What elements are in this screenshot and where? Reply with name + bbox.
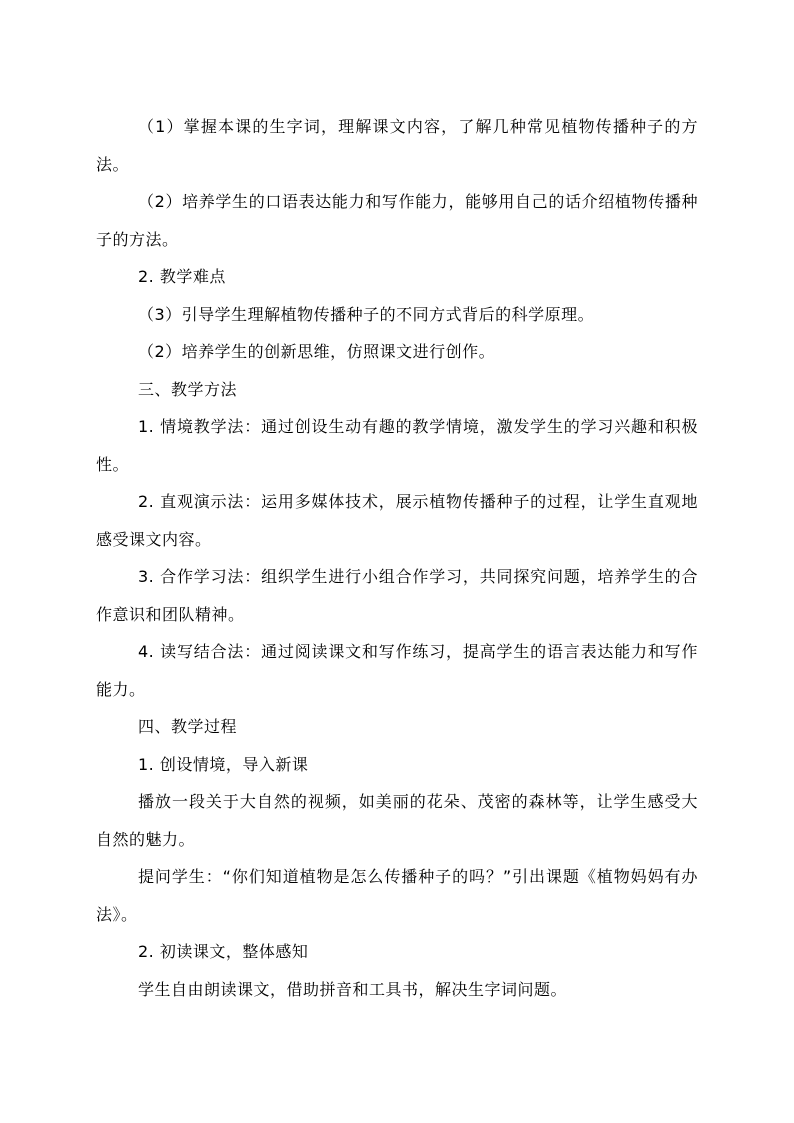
difficulty-2: （2）培养学生的创新思维，仿照课文进行创作。 (138, 342, 496, 361)
section-heading-process: 四、教学过程 (138, 717, 238, 736)
method-2: 2. 直观演示法：运用多媒体技术，展示植物传播种子的过程，让学生直观地感受课文内容。 (96, 492, 698, 549)
document-body (96, 108, 698, 1008)
section-heading-methods: 三、教学方法 (138, 379, 238, 399)
method-3: 3. 合作学习法：组织学生进行小组合作学习，共同探究问题，培养学生的合作意识和团队精神。 (96, 567, 698, 624)
process-step-2-text: 学生自由朗读课文，借助拼音和工具书，解决生字词问题。 (138, 979, 568, 999)
process-step-2-heading: 2. 初读课文，整体感知 (138, 942, 309, 961)
objective-2: （2）培养学生的口语表达能力和写作能力，能够用自己的话介绍植物传播种子的方法。 (96, 192, 698, 249)
process-step-1-text-b: 提问学生：“你们知道植物是怎么传播种子的吗？”引出课题《植物妈妈有办法》。 (96, 867, 698, 924)
objective-1: （1）掌握本课的生字词，理解课文内容，了解几种常见植物传播种子的方法。 (96, 117, 698, 174)
process-step-1-text-a: 播放一段关于大自然的视频，如美丽的花朵、茂密的森林等，让学生感受大自然的魅力。 (96, 792, 698, 849)
method-4: 4. 读写结合法：通过阅读课文和写作练习，提高学生的语言表达能力和写作能力。 (96, 642, 698, 699)
process-step-1-heading: 1. 创设情境，导入新课 (138, 754, 309, 774)
section-heading-difficulties: 2. 教学难点 (138, 267, 226, 286)
difficulty-1: （3）引导学生理解植物传播种子的不同方式背后的科学原理。 (138, 304, 595, 324)
method-1: 1. 情境教学法：通过创设生动有趣的教学情境，激发学生的学习兴趣和积极性。 (96, 417, 698, 474)
